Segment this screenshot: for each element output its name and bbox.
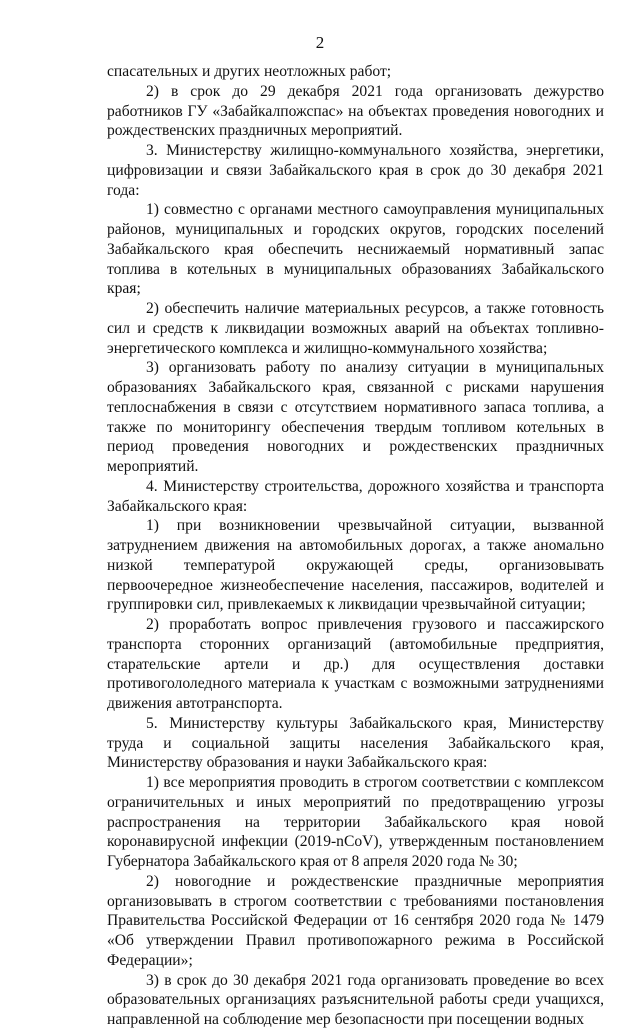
document-body	[107, 62, 604, 1030]
paragraph-section-4-heading: 4. Министерству строительства, дорожного хозяйства и транспорта Забайкальского края:	[107, 477, 604, 515]
paragraph-continuation: спасательных и других неотложных работ;	[107, 63, 392, 80]
paragraph-item-5-1-covid: 1) все мероприятия проводить в строгом соответствии с комплексом ограничительных и иных мероприятий по предотвращению угрозы распространения на территории Забайкальского края новой коронавирусной инфекции (2019-nCoV), утвержденным постановлением Губернатора Забайкальского края от 8 апреля 2020 года № 30;	[107, 774, 604, 870]
paragraph-item-3-2-resources: 2) обеспечить наличие материальных ресурсов, а также готовность сил и средств к ликвидации возможных аварий на объектах топливно-энергетического комплекса и жилищно-коммунального хозяйства;	[107, 300, 604, 357]
page-number: 2	[315, 33, 325, 52]
paragraph-item-5-3-schools: 3) в срок до 30 декабря 2021 года организовать проведение во всех образовательных организациях разъяснительной работы среди учащихся, направленной на соблюдение мер безопасности при посещении водных	[107, 971, 604, 1028]
paragraph-item-5-2-fire-safety: 2) новогодние и рождественские праздничные мероприятия организовывать в строгом соответствии с требованиями постановления Правительства Российской Федерации от 16 сентября 2020 года № 1479 «Об утверждении Правил противопожарного режима в Российской Федерации»;	[107, 872, 604, 969]
paragraph-item-4-1-emergency: 1) при возникновении чрезвычайной ситуации, вызванной затруднением движения на автомобильных дорогах, а также аномально низкой температурой окружающей среды, организовывать первоочередное жизнеобеспечение населения, пассажиров, водителей и группировки сил, привлекаемых к ликвидации чрезвычайной ситуации;	[107, 517, 604, 614]
paragraph-item-3-3-monitoring: 3) организовать работу по анализу ситуации в муниципальных образованиях Забайкальского края, связанной с рисками нарушения теплоснабжения в связи с отсутствием нормативного запаса топлива, а также по мониторингу обеспечения твердым топливом котельных в период проведения новогодних и рождественских праздничных мероприятий.	[107, 359, 604, 475]
paragraph-section-3-heading: 3. Министерству жилищно-коммунального хозяйства, энергетики, цифровизации и связи Забайкальского края в срок до 30 декабря 2021 года:	[107, 142, 604, 199]
paragraph-section-5-heading: 5. Министерству культуры Забайкальского края, Министерству труда и социальной защиты населения Забайкальского края, Министерству образования и науки Забайкальского края:	[107, 714, 604, 772]
paragraph-item-4-2-transport: 2) проработать вопрос привлечения грузового и пассажирского транспорта сторонних организаций (автомобильные предприятия, старательские артели и др.) для осуществления доставки противогололедного материала к участкам с возможными затруднениями движения автотранспорта.	[107, 616, 604, 712]
paragraph-item-2-duty: 2) в срок до 29 декабря 2021 года организовать дежурство работников ГУ «Забайкалпожспас» на объектах проведения новогодних и рождественских праздничных мероприятий.	[107, 82, 604, 140]
paragraph-item-3-1-fuel-reserve: 1) совместно с органами местного самоуправления муниципальных районов, муниципальных и городских округов, городских поселений Забайкальского края обеспечить неснижаемый нормативный запас топлива в котельных в муниципальных образованиях Забайкальского края;	[107, 201, 604, 298]
